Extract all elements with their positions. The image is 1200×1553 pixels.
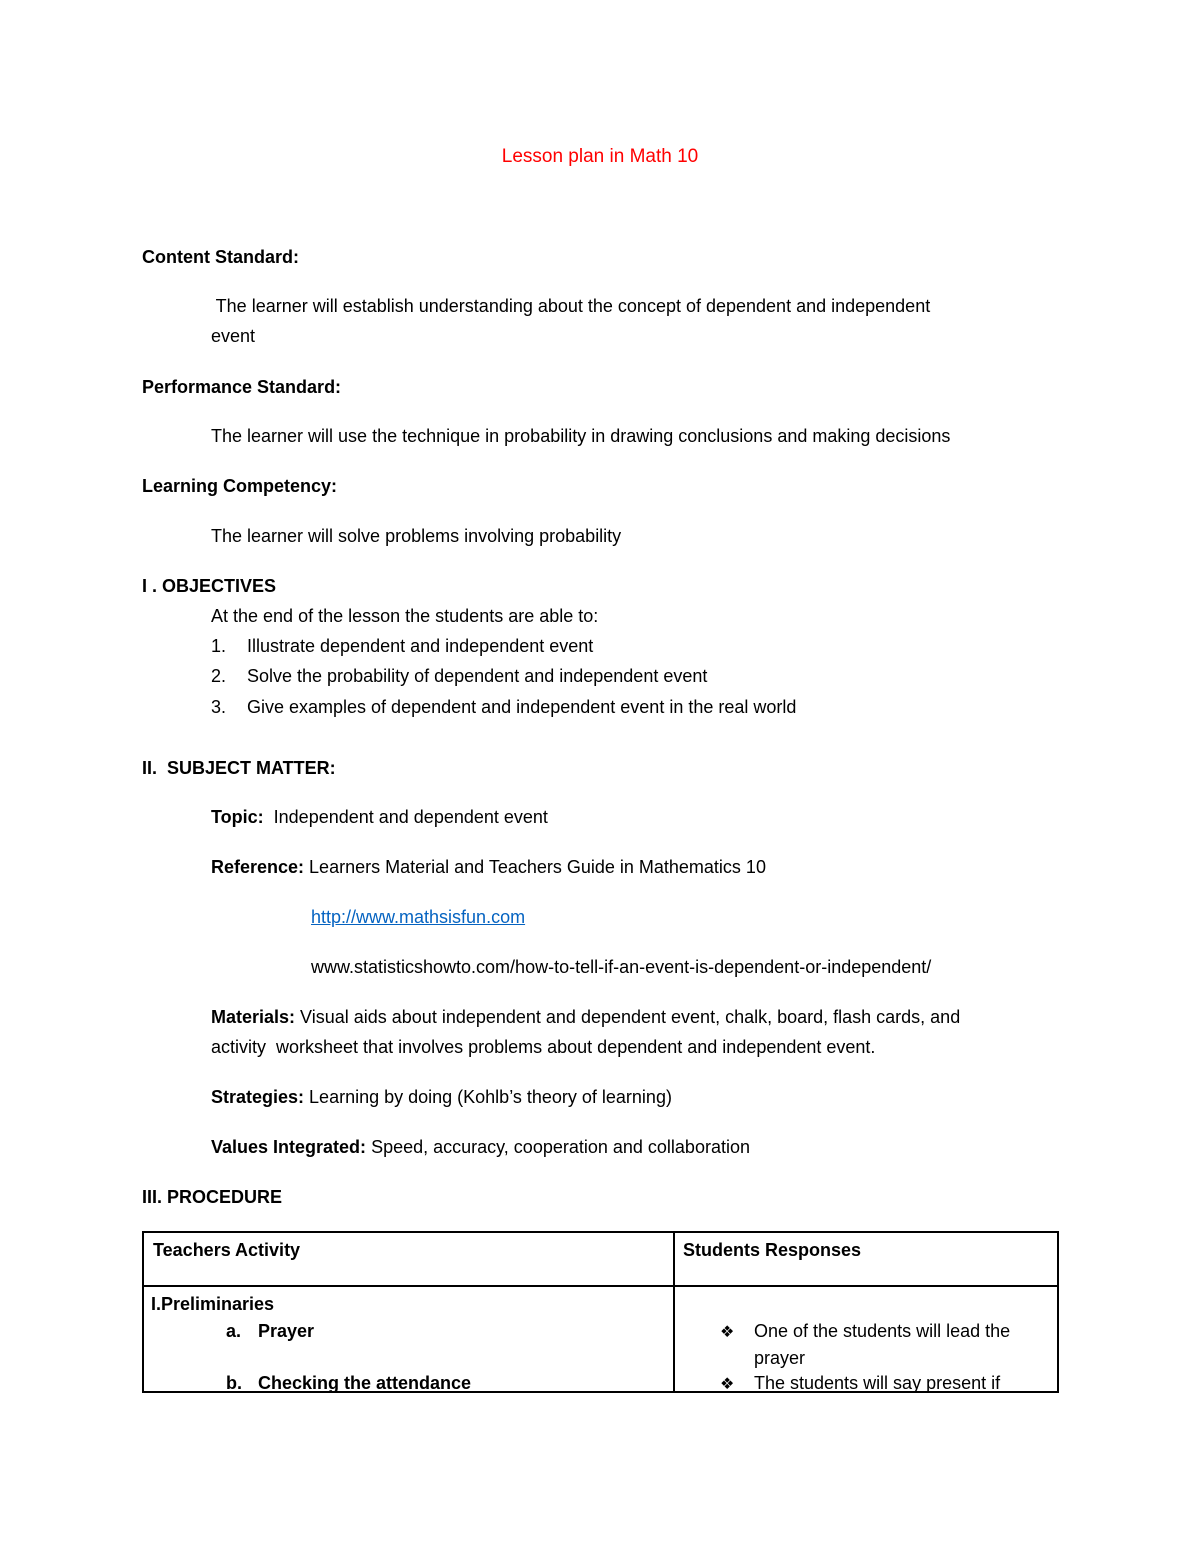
activity-letter: a. xyxy=(226,1321,242,1341)
activity-prayer: Prayer xyxy=(258,1321,315,1341)
activity-letter: b. xyxy=(226,1373,242,1393)
learning-competency-text: The learner will solve problems involving probability xyxy=(211,526,622,546)
content-standard-line2: event xyxy=(211,326,256,346)
activity-attendance: Checking the attendance xyxy=(258,1373,472,1393)
response-line: prayer xyxy=(754,1348,806,1368)
procedure-heading: III. PROCEDURE xyxy=(142,1187,283,1207)
reference-value: Learners Material and Teachers Guide in Mathematics 10 xyxy=(304,857,766,877)
materials-label: Materials: xyxy=(211,1007,296,1027)
document-title: Lesson plan in Math 10 xyxy=(501,146,699,167)
topic-label: Topic: xyxy=(211,807,264,827)
table-column-divider xyxy=(673,1233,675,1391)
mathsisfun-link[interactable]: http://www.mathsisfun.com xyxy=(311,907,526,927)
values-value: Speed, accuracy, cooperation and collaboration xyxy=(366,1137,750,1157)
preliminaries-heading: I.Preliminaries xyxy=(151,1294,275,1314)
strategies-label: Strategies: xyxy=(211,1087,305,1107)
objective-number: 1. xyxy=(211,636,227,656)
table-header-divider xyxy=(144,1285,1057,1287)
strategies-line xyxy=(211,1088,672,1106)
response-line: The students will say present if xyxy=(754,1373,1001,1393)
materials-value: Visual aids about independent and dependent event, chalk, board, flash cards, and xyxy=(295,1007,961,1027)
header-students-responses: Students Responses xyxy=(683,1240,862,1260)
materials-line1 xyxy=(211,1008,960,1026)
response-line: One of the students will lead the xyxy=(754,1321,1011,1341)
performance-standard-label: Performance Standard: xyxy=(142,377,342,397)
objective-item: Illustrate dependent and independent event xyxy=(247,636,594,656)
objectives-heading: I . OBJECTIVES xyxy=(142,576,277,596)
header-teachers-activity: Teachers Activity xyxy=(153,1240,301,1260)
strategies-value: Learning by doing (Kohlb’s theory of learning) xyxy=(304,1087,672,1107)
reference-line xyxy=(211,858,766,876)
objective-number: 2. xyxy=(211,666,227,686)
reference-link-mathsisfun[interactable] xyxy=(311,908,525,926)
subject-matter-heading: II. SUBJECT MATTER: xyxy=(142,758,336,778)
objectives-intro: At the end of the lesson the students are able to: xyxy=(211,606,599,626)
objective-number: 3. xyxy=(211,697,227,717)
diamond-bullet-icon: ❖ xyxy=(720,1324,735,1341)
values-line xyxy=(211,1138,750,1156)
learning-competency-label: Learning Competency: xyxy=(142,476,338,496)
topic-line xyxy=(211,808,548,826)
content-standard-line1: The learner will establish understanding about the concept of dependent and independent xyxy=(211,296,931,316)
values-label: Values Integrated: xyxy=(211,1137,367,1157)
diamond-bullet-icon: ❖ xyxy=(720,1376,735,1393)
procedure-table xyxy=(142,1231,1059,1393)
objective-item: Solve the probability of dependent and independent event xyxy=(247,666,708,686)
reference-label: Reference: xyxy=(211,857,305,877)
content-standard-label: Content Standard: xyxy=(142,247,299,267)
objective-item: Give examples of dependent and independent event in the real world xyxy=(247,697,797,717)
reference-link-statisticshowto: www.statisticshowto.com/how-to-tell-if-an-event-is-dependent-or-independent/ xyxy=(311,957,932,977)
materials-line2: activity worksheet that involves problems about dependent and independent event. xyxy=(211,1037,876,1057)
performance-standard-text: The learner will use the technique in probability in drawing conclusions and making decisions xyxy=(211,426,951,446)
topic-value: Independent and dependent event xyxy=(263,807,548,827)
